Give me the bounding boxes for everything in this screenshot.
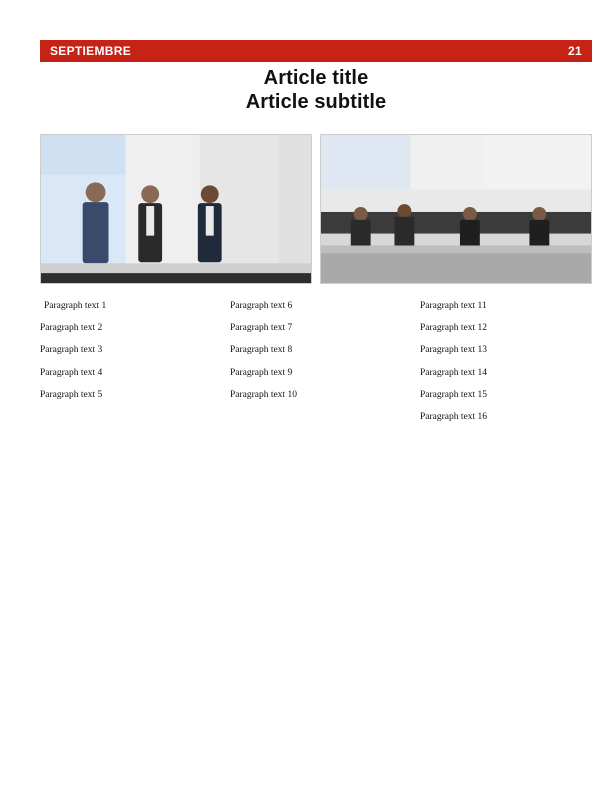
paragraph-16: Paragraph text 16 [420,412,488,423]
paragraph-15: Paragraph text 15 [420,389,488,400]
article-title-block [40,66,592,114]
paragraph-11: Paragraph text 11 [420,301,487,311]
paragraph-14: Paragraph text 14 [420,367,488,378]
photo-right-image [321,135,591,283]
column-2 [230,300,402,760]
paragraph-2: Paragraph text 2 [40,323,103,334]
paragraph-1-text: Paragraph text 1 [44,301,107,311]
paragraph-13: Paragraph text 13 [420,345,488,356]
paragraph-5: Paragraph text 5 [40,389,103,400]
article-title-line-2: Article subtitle [245,91,387,113]
column-1 [40,300,212,760]
paragraph-7: Paragraph text 7 [230,323,293,334]
photo-left [40,134,312,284]
header-band [40,40,592,62]
article-body [40,300,592,760]
column-3 [420,300,592,760]
photo-right [320,134,592,284]
photo-row [40,134,592,284]
paragraph-8: Paragraph text 8 [230,345,293,356]
paragraph-3: Paragraph text 3 [40,345,103,356]
paragraph-1 [40,300,212,312]
paragraph-12: Paragraph text 12 [420,323,488,334]
page-number: 21 [568,44,582,58]
paragraph-4: Paragraph text 4 [40,367,103,378]
paragraph-10: Paragraph text 10 [230,389,298,400]
paragraph-6: Paragraph text 6 [230,301,293,311]
header-month: SEPTIEMBRE [50,44,132,58]
article-title-line-1: Article title [263,67,369,89]
paragraph-9: Paragraph text 9 [230,367,293,378]
photo-left-image [41,135,311,283]
